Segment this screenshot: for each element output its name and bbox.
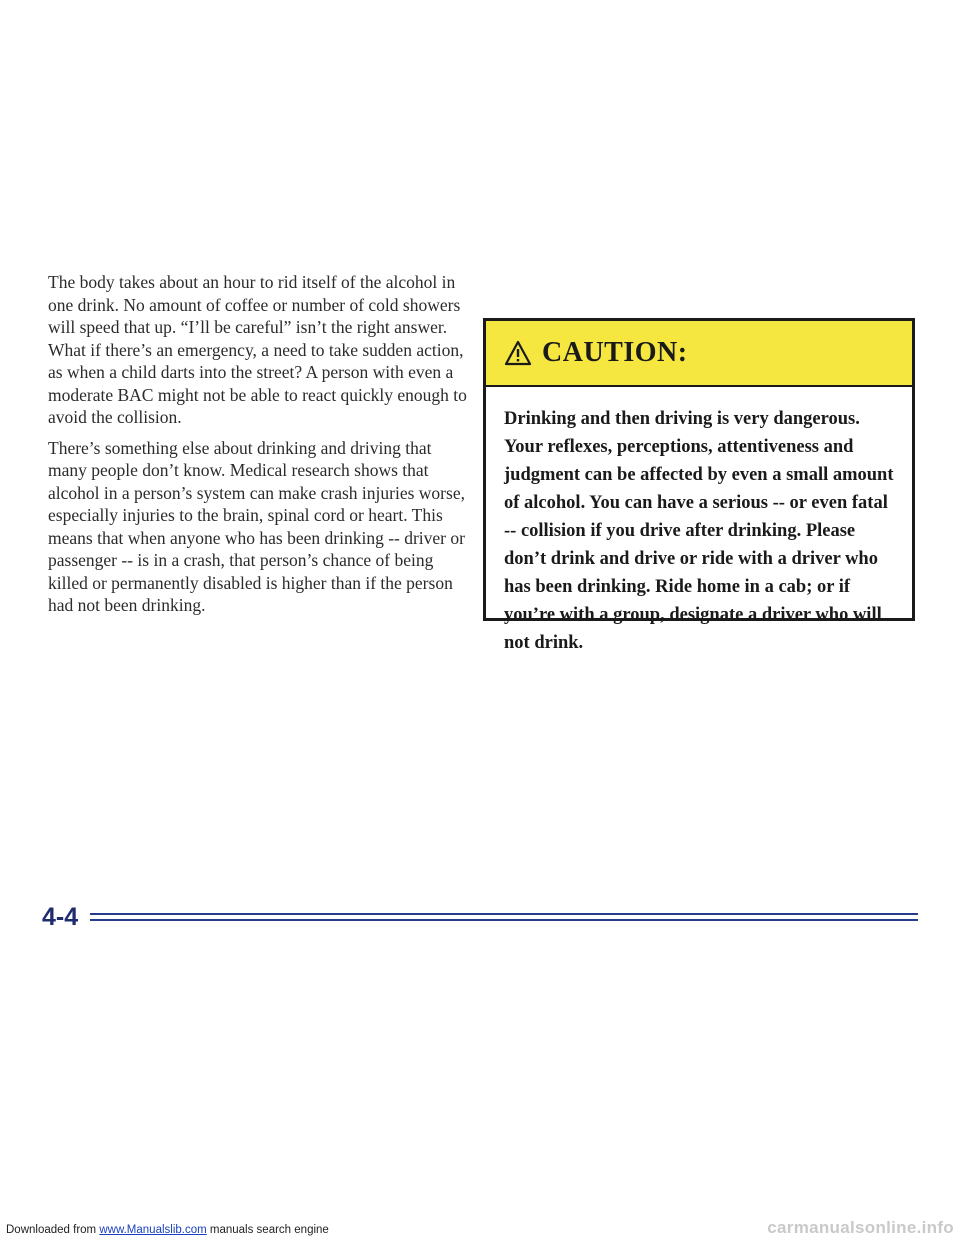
footer-rules xyxy=(90,913,918,921)
caution-text: Drinking and then driving is very dangerous. Your reflexes, perceptions, attentiveness and judgment can be affected by even a small amount of alcohol. You can have a serious -- or even fatal -- collision if you drive after drinking. Please don’t drink and drive or ride with a driver who has been drinking. Ride home in a cab; or if you’re with a group, designate a driver who will not drink. xyxy=(504,409,894,653)
download-note xyxy=(6,1224,329,1236)
caution-header xyxy=(486,321,912,387)
manualslib-link[interactable]: www.Manualslib.com xyxy=(99,1224,207,1236)
caution-title: CAUTION: xyxy=(542,337,688,368)
body-text-column xyxy=(48,271,468,625)
download-note-prefix: Downloaded from xyxy=(6,1224,100,1236)
footer-rule-top xyxy=(90,913,918,915)
page-footer xyxy=(42,897,918,937)
footer-rule-bottom xyxy=(90,919,918,921)
download-note-suffix: manuals search engine xyxy=(206,1224,329,1236)
body-paragraph-2: There’s something else about drinking and driving that many people don’t know. Medical research shows that alcohol in a person’s system can make crash injuries worse, especially injuries to the brain, spinal cord or heart. This means that when anyone who has been drinking -- driver or passenger -- is in a crash, that person’s chance of being killed or permanently disabled is higher than if the person had not been drinking. xyxy=(48,437,465,615)
page-number: 4-4 xyxy=(42,902,79,931)
watermark: carmanualsonline.info xyxy=(767,1218,954,1237)
body-paragraph-1: The body takes about an hour to rid itself of the alcohol in one drink. No amount of coffee or number of cold showers will speed that up. “I’ll be careful” isn’t the right answer. What if there’s an emergency, a need to take sudden action, as when a child darts into the street? A person with even a moderate BAC might not be able to react quickly enough to avoid the collision. xyxy=(48,272,467,427)
caution-box xyxy=(483,318,915,653)
warning-triangle-icon xyxy=(504,340,532,366)
